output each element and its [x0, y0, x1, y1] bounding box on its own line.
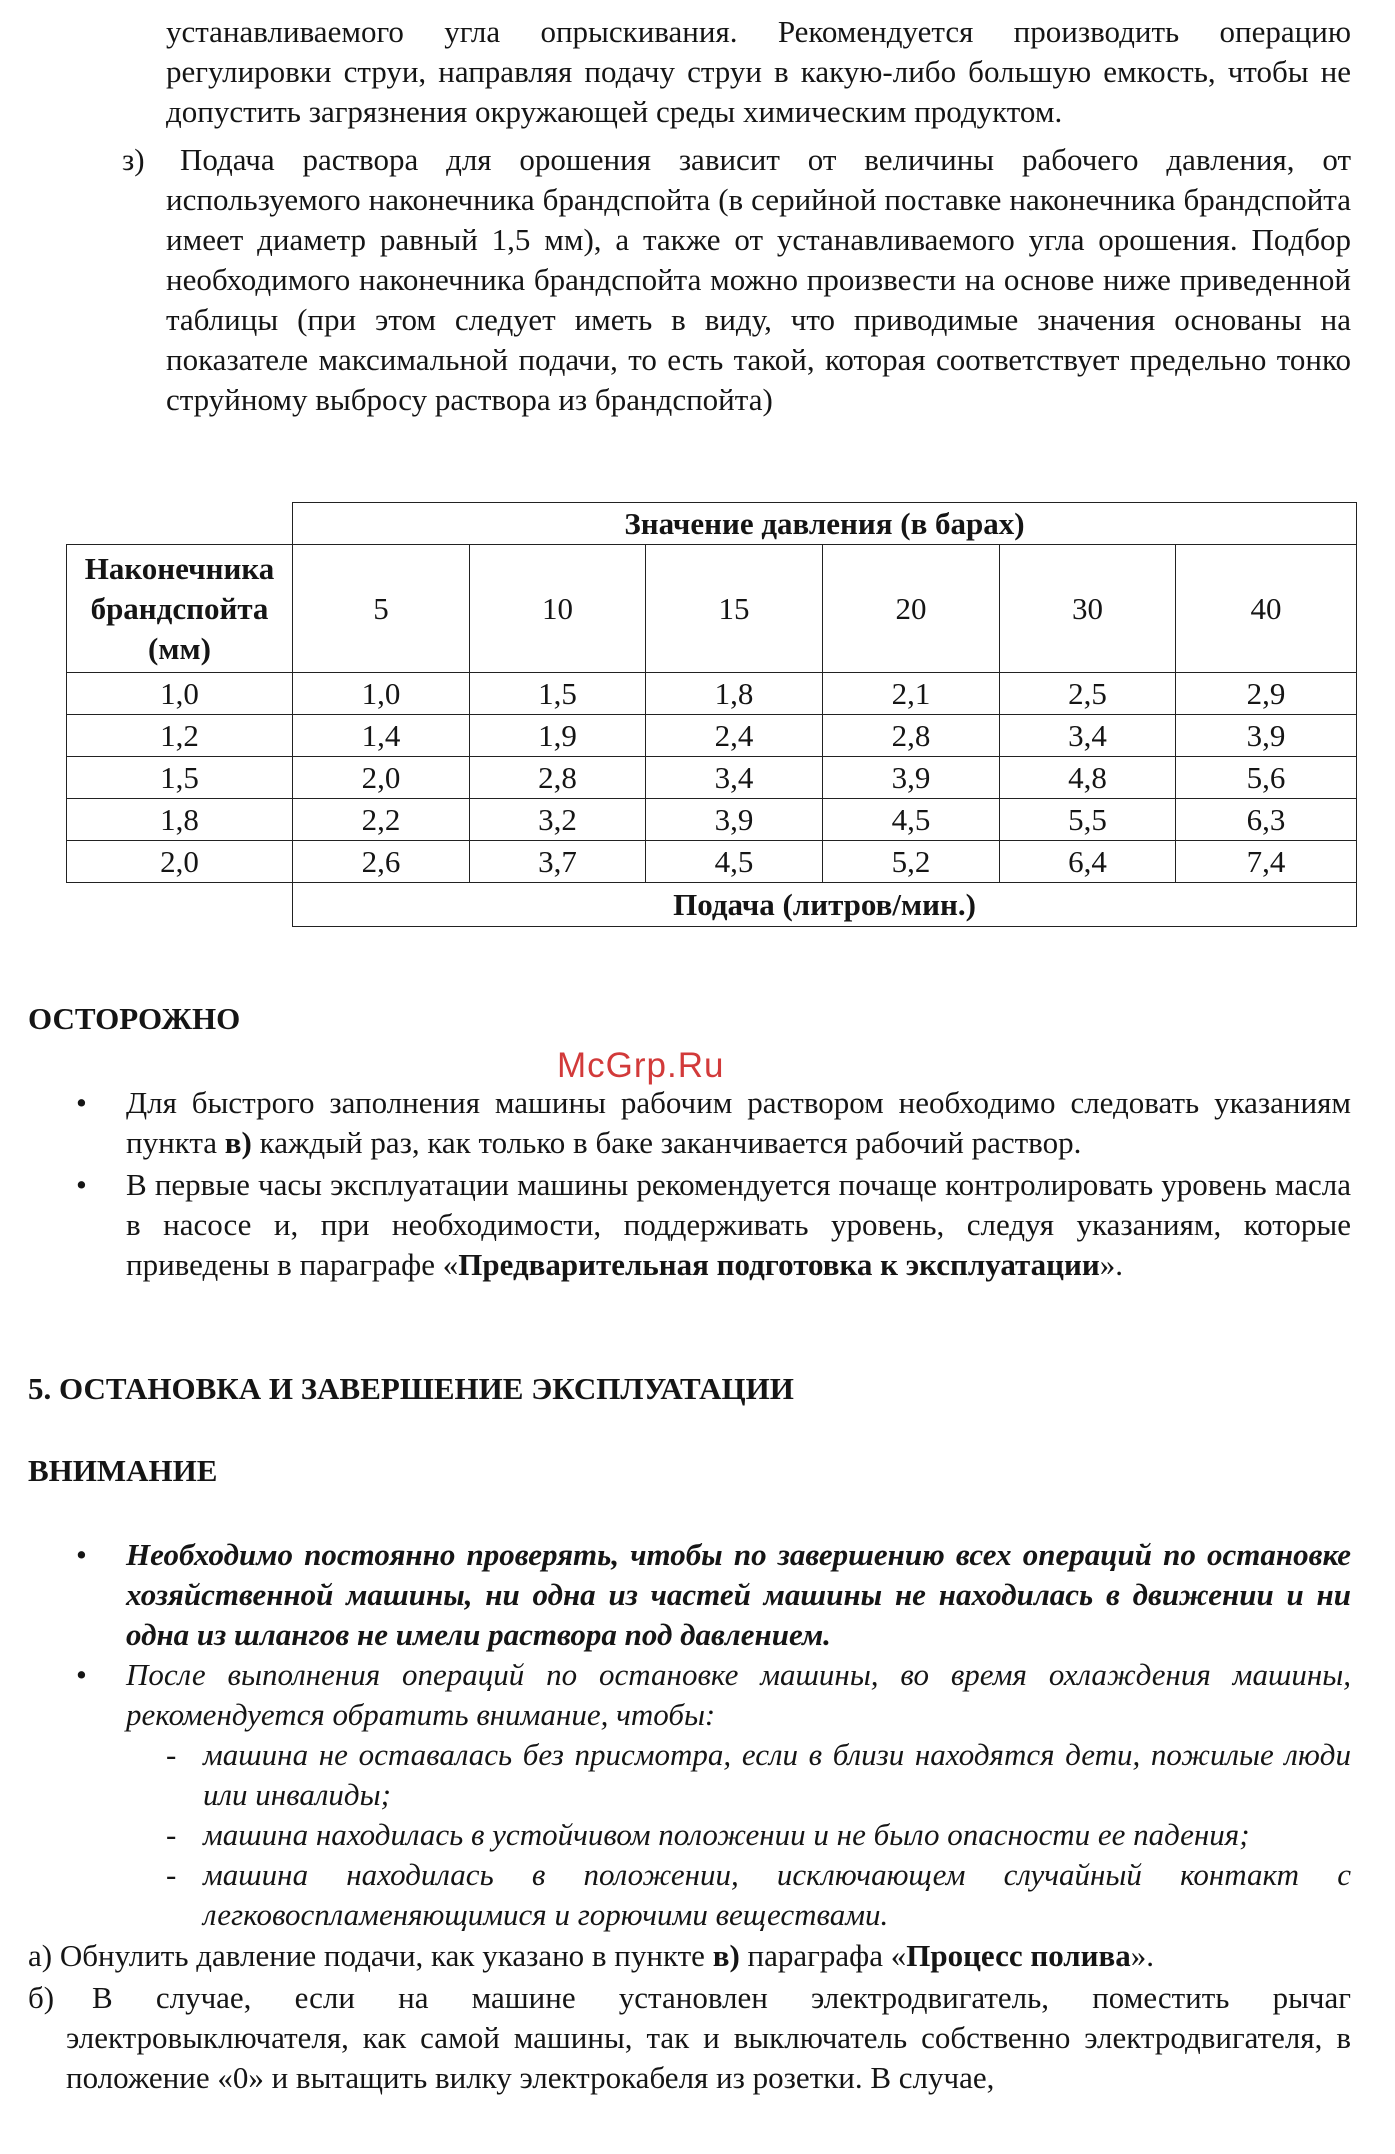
flow-cell: 2,5 [1000, 673, 1176, 715]
nozzle-header: Наконечника брандспойта (мм) [67, 545, 293, 673]
item-z-marker: з) [122, 142, 145, 177]
flow-cell: 2,1 [823, 673, 1000, 715]
flow-cell: 3,9 [823, 757, 1000, 799]
dash-marker: - [166, 1817, 177, 1852]
pressure-value: 15 [646, 545, 823, 673]
pressure-value: 20 [823, 545, 1000, 673]
flow-cell: 4,5 [646, 841, 823, 883]
flow-cell: 3,2 [470, 799, 646, 841]
nozzle-cell: 1,2 [67, 715, 293, 757]
attention-dash-2: машина находилась в устойчивом положении и не было опасности ее падения; [203, 1817, 1250, 1852]
flow-cell: 4,5 [823, 799, 1000, 841]
table-corner-blank [67, 503, 293, 545]
pressure-value: 10 [470, 545, 646, 673]
flow-cell: 1,9 [470, 715, 646, 757]
attention-bullet-2: После выполнения операций по остановке машины, во время охлаждения машины, рекомендуется обратить внимание, чтобы: [126, 1657, 1351, 1732]
caution-heading: ОСТОРОЖНО [28, 1001, 241, 1036]
flow-footer: Подача (литров/мин.) [293, 883, 1357, 927]
dash-marker: - [166, 1857, 177, 1892]
flow-cell: 2,4 [646, 715, 823, 757]
nozzle-cell: 1,8 [67, 799, 293, 841]
table-row [67, 841, 1357, 883]
caution-bullet-1: Для быстрого заполнения машины рабочим раствором необходимо следовать указаниям пункта в) каждый раз, как только в баке заканчивается рабочий раствор. [126, 1085, 1351, 1160]
flow-cell: 4,8 [1000, 757, 1176, 799]
flow-cell: 5,6 [1176, 757, 1357, 799]
pressure-value: 5 [293, 545, 470, 673]
bullet-icon: • [76, 1167, 87, 1202]
step-b-marker: б) [28, 1980, 55, 2015]
bullet-icon: • [76, 1657, 87, 1692]
table-row [67, 799, 1357, 841]
table-row [67, 715, 1357, 757]
flow-cell: 2,6 [293, 841, 470, 883]
intro-continued-paragraph: устанавливаемого угла опрыскивания. Рекомендуется производить операцию регулировки струи, направляя подачу струи в какую-либо большую емкость, чтобы не допустить загрязнения окружающей среды химическим продуктом. [166, 14, 1351, 129]
flow-cell: 3,4 [646, 757, 823, 799]
nozzle-cell: 2,0 [67, 841, 293, 883]
nozzle-cell: 1,0 [67, 673, 293, 715]
attention-dash-3: машина находилась в положении, исключающем случайный контакт с легковоспламеняющимися и горючими веществами. [203, 1857, 1351, 1932]
attention-bullet-1: Необходимо постоянно проверять, чтобы по завершению всех операций по остановке хозяйственной машины, ни одна из частей машины не находилась в движении и ни одна из шлангов не имели раствора под давлением. [126, 1537, 1351, 1652]
flow-cell: 6,3 [1176, 799, 1357, 841]
table-row [67, 673, 1357, 715]
flow-rate-table [66, 502, 1357, 927]
step-b-paragraph: В случае, если на машине установлен электродвигатель, поместить рычаг электровыключателя, как самой машины, так и выключатель собственно электродвигателя, в положение «0» и вытащить вилку электрокабеля из розетки. В случае, [66, 1980, 1351, 2095]
pressure-value: 30 [1000, 545, 1176, 673]
flow-cell: 3,7 [470, 841, 646, 883]
flow-cell: 3,4 [1000, 715, 1176, 757]
attention-heading: ВНИМАНИЕ [28, 1453, 218, 1488]
flow-cell: 1,4 [293, 715, 470, 757]
flow-cell: 1,8 [646, 673, 823, 715]
step-a-paragraph: а) Обнулить давление подачи, как указано в пункте в) параграфа «Процесс полива». [28, 1938, 1155, 1973]
watermark-logo: McGrp.Ru [557, 1046, 725, 1085]
caution-bullet-2: В первые часы эксплуатации машины рекомендуется почаще контролировать уровень масла в насосе и, при необходимости, поддерживать уровень, следуя указаниям, которые приведены в параграфе «Предварительная подготовка к эксплуатации». [126, 1167, 1351, 1282]
flow-cell: 2,2 [293, 799, 470, 841]
nozzle-cell: 1,5 [67, 757, 293, 799]
flow-cell: 2,0 [293, 757, 470, 799]
flow-cell: 7,4 [1176, 841, 1357, 883]
attention-dash-1: машина не оставалась без присмотра, если в близи находятся дети, пожилые люди или инвалиды; [203, 1737, 1351, 1812]
table-footer-blank [67, 883, 293, 927]
flow-cell: 2,9 [1176, 673, 1357, 715]
bullet-icon: • [76, 1085, 87, 1120]
flow-cell: 1,0 [293, 673, 470, 715]
bullet-icon: • [76, 1537, 87, 1572]
flow-cell: 3,9 [1176, 715, 1357, 757]
pressure-value: 40 [1176, 545, 1357, 673]
flow-cell: 1,5 [470, 673, 646, 715]
flow-cell: 3,9 [646, 799, 823, 841]
flow-cell: 5,2 [823, 841, 1000, 883]
flow-cell: 2,8 [823, 715, 1000, 757]
flow-cell: 6,4 [1000, 841, 1176, 883]
flow-cell: 5,5 [1000, 799, 1176, 841]
item-z-paragraph: Подача раствора для орошения зависит от величины рабочего давления, от используемого наконечника брандспойта (в серийной поставке наконечника брандспойта имеет диаметр равный 1,5 мм), а также от устанавливаемого угла орошения. Подбор необходимого наконечника брандспойта можно произвести на основе ниже приведенной таблицы (при этом следует иметь в виду, что приводимые значения основаны на показателе максимальной подачи, то есть такой, которая соответствует предельно тонко струйному выбросу раствора из брандспойта) [166, 142, 1351, 417]
pressure-header: Значение давления (в барах) [293, 503, 1357, 545]
table-row [67, 757, 1357, 799]
section-5-heading: 5. ОСТАНОВКА И ЗАВЕРШЕНИЕ ЭКСПЛУАТАЦИИ [28, 1371, 794, 1406]
dash-marker: - [166, 1737, 177, 1772]
flow-cell: 2,8 [470, 757, 646, 799]
